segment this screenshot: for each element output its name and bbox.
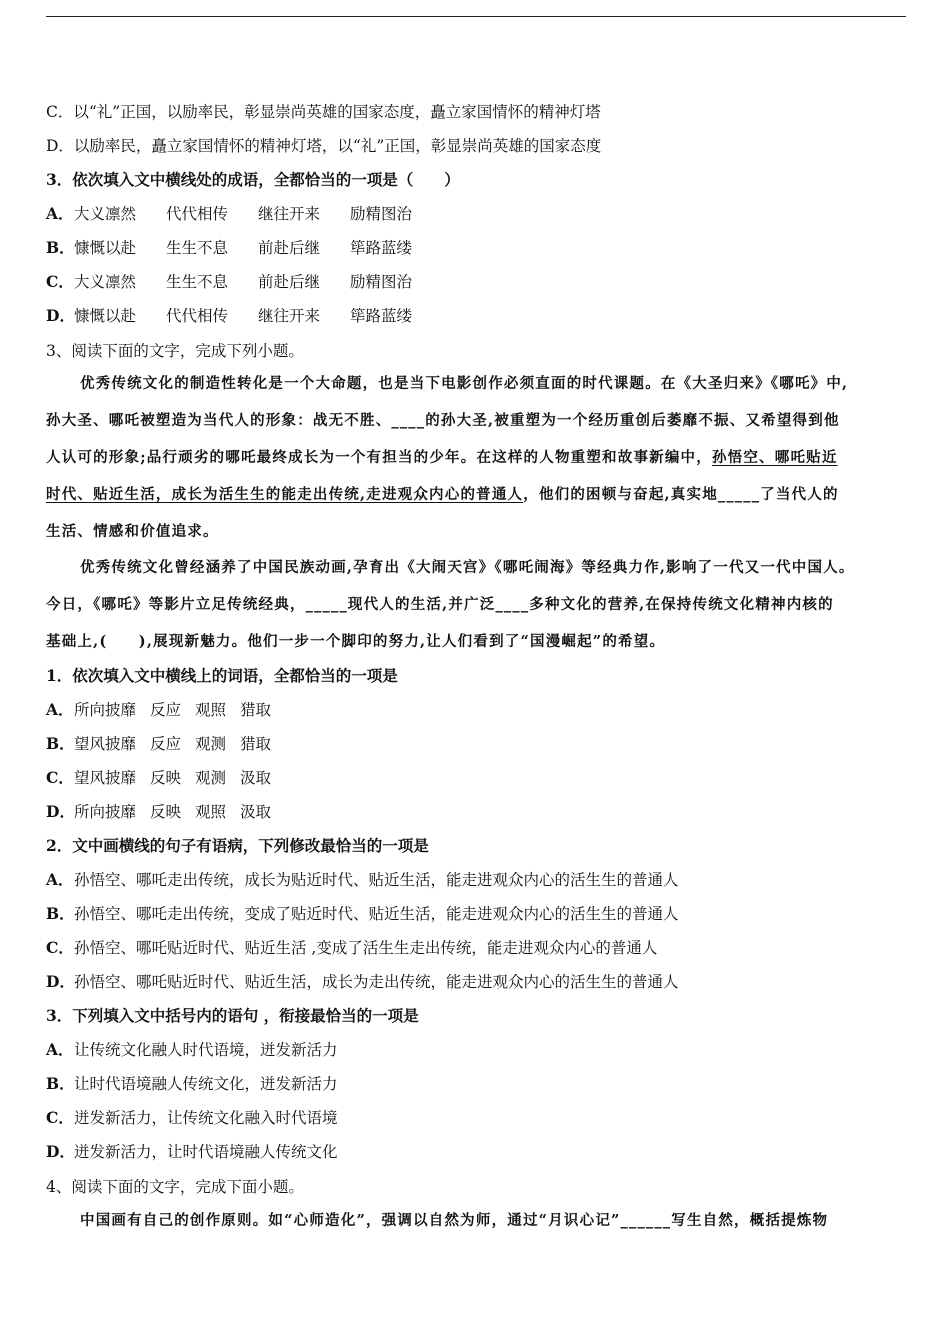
- idiom-option-b: B．慷慨以赴 生生不息 前赴后继 筚路蓝缕: [46, 238, 413, 257]
- passage2-line1: 优秀传统文化曾经涵养了中国民族动画,孕育出《大闹天宫》《哪吒闹海》等经典力作,影响了一代又一代中国人。: [80, 559, 855, 576]
- section-heading-4: 4、阅读下面的文字，完成下面小题。: [46, 1178, 304, 1196]
- q3-option-c: C．迸发新活力，让传统文化融入时代语境: [46, 1108, 338, 1127]
- underlined-sentence-start: 孙悟空、哪吒贴近: [711, 449, 838, 466]
- word-option-b: B．望风披靡 反应 观测 猎取: [46, 734, 272, 753]
- underlined-sentence-end: 时代、贴近生活，成长为活生生的能走出传统,走进观众内心的普通人: [46, 486, 524, 503]
- passage1-line2: 孙大圣、哪吒被塑造为当代人的形象：战无不胜、____的孙大圣,被重塑为一个经历重创后萎靡不振、又希望得到他: [46, 412, 840, 429]
- word-option-c: C．望风披靡 反映 观测 汲取: [46, 768, 272, 787]
- prev-option-c: C．以“礼”正国，以励率民，彰显崇尚英雄的国家态度，矗立家国情怀的精神灯塔: [46, 103, 601, 121]
- question-1: 1．依次填入文中横线上的词语，全都恰当的一项是: [46, 666, 398, 685]
- passage1-line5: 生活、情感和价值追求。: [46, 523, 219, 540]
- section-heading-3: 3、阅读下面的文字，完成下列小题。: [46, 342, 304, 360]
- word-option-a: A．所向披靡 反应 观照 猎取: [46, 700, 272, 719]
- q2-option-d: D．孙悟空、哪吒贴近时代、贴近生活，成长为走出传统，能走进观众内心的活生生的普通人: [46, 972, 679, 991]
- q2-option-a: A．孙悟空、哪吒走出传统，成长为贴近时代、贴近生活，能走进观众内心的活生生的普通人: [46, 870, 679, 889]
- passage1-line3: 人认可的形象;品行顽劣的哪吒最终成长为一个有担当的少年。在这样的人物重塑和故事新编中，孙悟空、哪吒贴近: [46, 449, 838, 466]
- q3-option-b: B．让时代语境融人传统文化，迸发新活力: [46, 1074, 338, 1093]
- q2-option-c: C．孙悟空、哪吒贴近时代、贴近生活 ,变成了活生生走出传统，能走进观众内心的普通人: [46, 938, 658, 957]
- passage1-line1: 优秀传统文化的制造性转化是一个大命题，也是当下电影创作必须直面的时代课题。在《大圣归来》《哪吒》中,: [80, 375, 849, 392]
- word-option-d: D．所向披靡 反映 观照 汲取: [46, 802, 272, 821]
- question-idioms: 3．依次填入文中横线处的成语，全都恰当的一项是（ ）: [46, 170, 460, 189]
- q3-option-a: A．让传统文化融人时代语境，迸发新活力: [46, 1040, 338, 1059]
- prev-option-d: D．以励率民，矗立家国情怀的精神灯塔，以“礼”正国，彰显崇尚英雄的国家态度: [46, 137, 602, 155]
- question-3: 3．下列填入文中括号内的语句 ，衔接最恰当的一项是: [46, 1006, 419, 1025]
- question-2: 2．文中画横线的句子有语病，下列修改最恰当的一项是: [46, 836, 429, 855]
- idiom-option-d: D．慷慨以赴 代代相传 继往开来 筚路蓝缕: [46, 306, 413, 325]
- passage2-line2: 今日，《哪吒》等影片立足传统经典，_____现代人的生活,并广泛____多种文化的营养,在保持传统文化精神内核的: [46, 596, 834, 613]
- passage1-line4: 时代、贴近生活，成长为活生生的能走出传统,走进观众内心的普通人，他们的困顿与奋起,真实地_____了当代人的: [46, 486, 839, 503]
- passage3-line1: 中国画有自己的创作原则。如“心师造化”，强调以自然为师，通过“月识心记”______写生自然，概括提炼物: [80, 1212, 829, 1229]
- q2-option-b: B．孙悟空、哪吒走出传统，变成了贴近时代、贴近生活，能走进观众内心的活生生的普通人: [46, 904, 679, 923]
- idiom-option-a: A．大义凛然 代代相传 继往开来 励精图治: [46, 204, 413, 223]
- header-rule: [46, 16, 906, 17]
- q3-option-d: D．迸发新活力，让时代语境融人传统文化: [46, 1142, 338, 1161]
- passage2-line3: 基础上,( ),展现新魅力。他们一步一个脚印的努力,让人们看到了“国漫崛起”的希望。: [46, 633, 666, 650]
- idiom-option-c: C．大义凛然 生生不息 前赴后继 励精图治: [46, 272, 413, 291]
